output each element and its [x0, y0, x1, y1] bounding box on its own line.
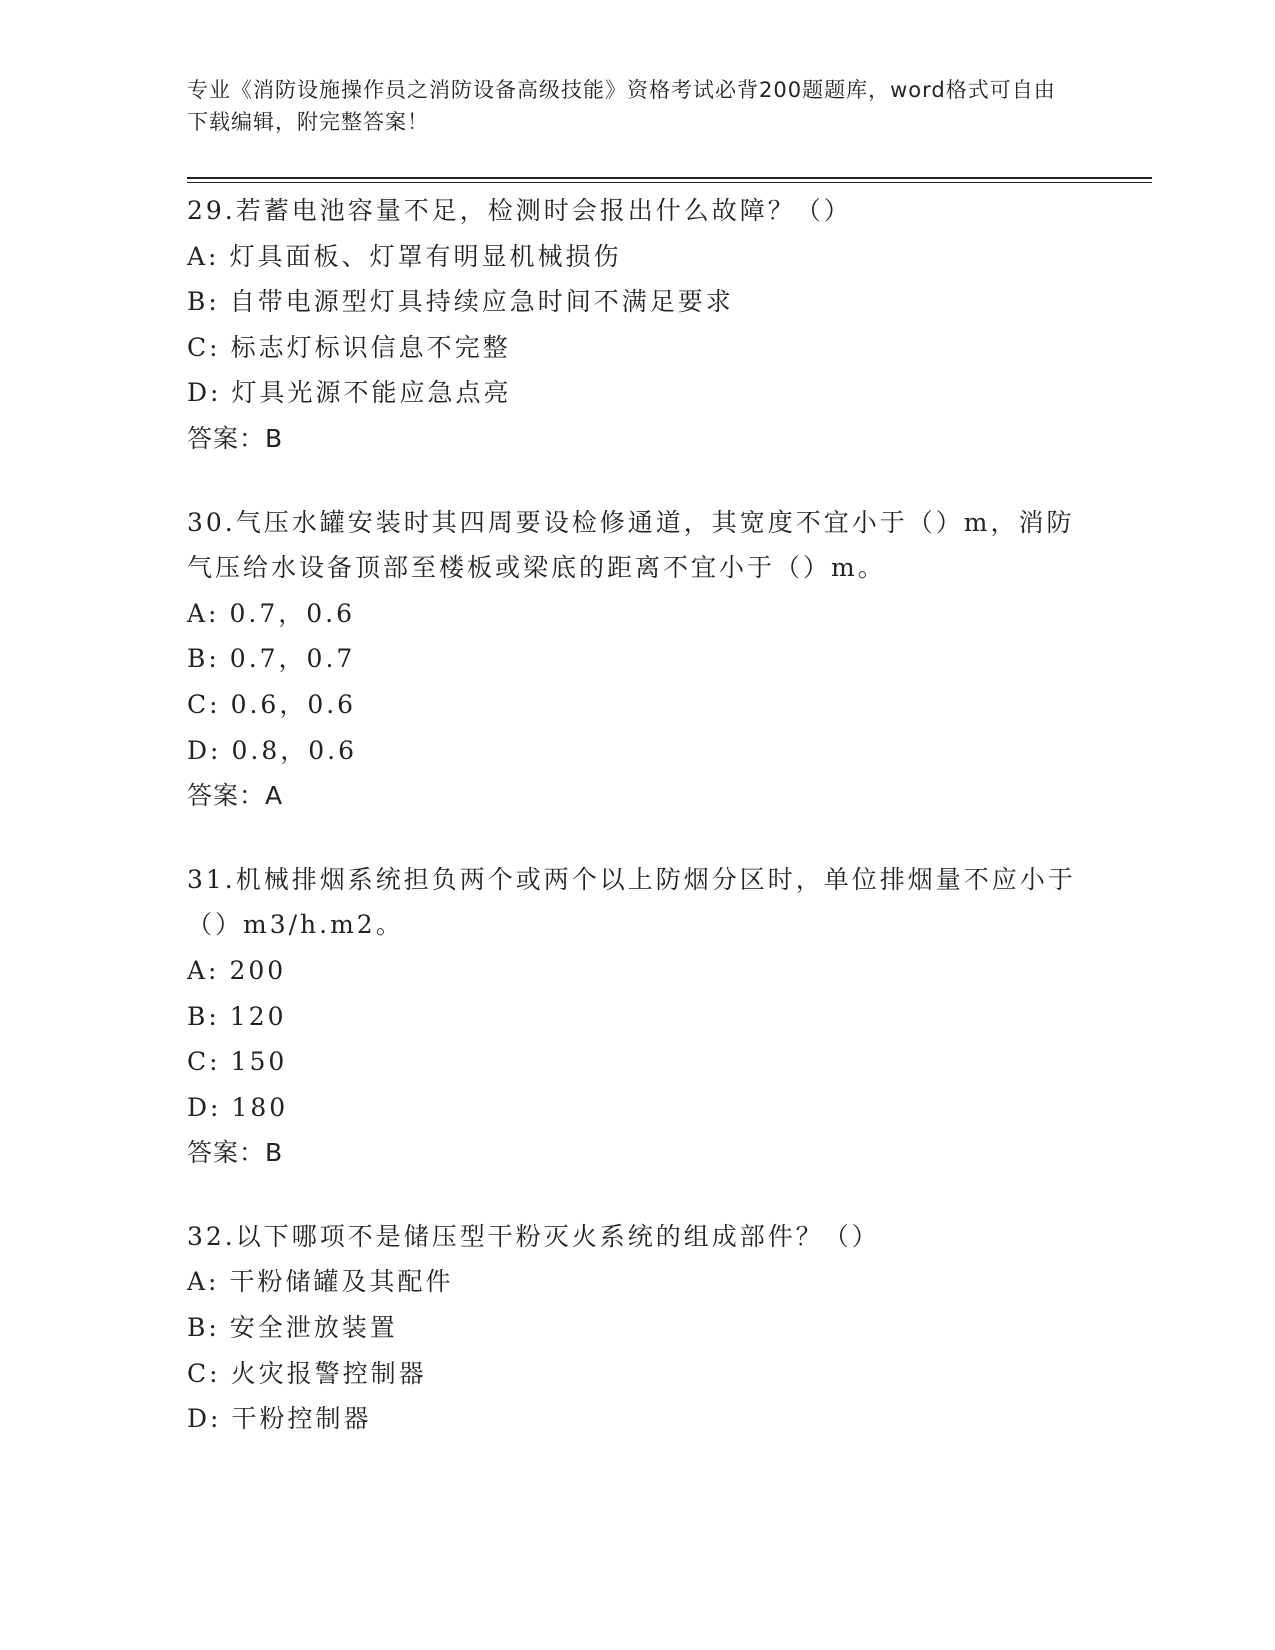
option-text: 自带电源型灯具持续应急时间不满足要求 — [229, 287, 734, 317]
question-text: 31.机械排烟系统担负两个或两个以上防烟分区时，单位排烟量不应小于（）m3/h.m2。 — [187, 864, 1076, 940]
question-text: 32.以下哪项不是储压型干粉灭火系统的组成部件？（） — [187, 1221, 880, 1251]
option-text: 0.7，0.6 — [229, 598, 356, 628]
option-text: 标志灯标识信息不完整 — [230, 332, 511, 362]
option-b — [187, 1305, 1087, 1351]
option-text: 灯具光源不能应急点亮 — [231, 378, 512, 408]
option-text: 0.8，0.6 — [231, 735, 357, 765]
option-text: 火灾报警控制器 — [230, 1358, 427, 1388]
option-key: A: — [187, 241, 220, 271]
option-key: D: — [187, 1092, 222, 1122]
option-text: 干粉控制器 — [231, 1404, 372, 1434]
question-31 — [187, 857, 1087, 1176]
option-key: C: — [187, 332, 221, 362]
option-c — [187, 682, 1087, 728]
answer-label: 答案： — [187, 423, 266, 453]
option-key: B: — [187, 1001, 220, 1031]
option-text: 0.7，0.7 — [229, 644, 356, 674]
question-text: 29.若蓄电池容量不足，检测时会报出什么故障？（） — [187, 196, 852, 225]
option-text: 200 — [229, 955, 287, 985]
option-key: A: — [187, 955, 220, 985]
answer-value: B — [265, 423, 284, 453]
question-30 — [187, 500, 1087, 819]
option-text: 150 — [230, 1047, 288, 1077]
option-key: C: — [187, 1047, 221, 1077]
answer-line — [187, 773, 1087, 819]
option-text: 安全泄放装置 — [229, 1313, 398, 1343]
option-b — [187, 636, 1087, 682]
answer-value: B — [265, 1138, 284, 1168]
option-a — [187, 948, 1087, 994]
option-text: 180 — [231, 1092, 289, 1122]
document-header: 专业《消防设施操作员之消防设备高级技能》资格考试必背200题题库，word格式可自由下载编辑，附完整答案！ — [187, 78, 1056, 134]
header-divider-thin — [187, 182, 1152, 183]
answer-line — [187, 1130, 1087, 1176]
option-a — [187, 1259, 1087, 1305]
option-a — [187, 591, 1087, 637]
option-text: 0.6，0.6 — [230, 689, 357, 719]
option-c — [187, 1039, 1087, 1085]
option-key: B: — [187, 1313, 220, 1343]
option-a — [187, 234, 1087, 280]
option-key: B: — [187, 644, 220, 674]
option-text: 干粉储罐及其配件 — [229, 1267, 454, 1297]
option-key: D: — [187, 735, 222, 765]
option-d — [187, 1085, 1087, 1131]
option-key: C: — [187, 689, 221, 719]
option-key: C: — [187, 1358, 221, 1388]
option-key: D: — [187, 378, 222, 408]
option-d — [187, 728, 1087, 774]
question-list — [187, 188, 1087, 1480]
option-b — [187, 994, 1087, 1040]
option-c — [187, 325, 1087, 371]
option-d — [187, 370, 1087, 416]
option-text: 灯具面板、灯罩有明显机械损伤 — [229, 241, 622, 271]
question-32 — [187, 1214, 1087, 1442]
answer-value: A — [265, 781, 284, 811]
answer-label: 答案： — [187, 781, 266, 811]
option-key: A: — [187, 1267, 220, 1297]
option-b — [187, 279, 1087, 325]
question-29 — [187, 188, 1087, 462]
option-key: A: — [187, 598, 220, 628]
option-key: B: — [187, 287, 220, 317]
answer-label: 答案： — [187, 1138, 266, 1168]
answer-line — [187, 416, 1087, 462]
header-divider-thick — [187, 177, 1152, 179]
option-text: 120 — [229, 1001, 287, 1031]
option-d — [187, 1396, 1087, 1442]
option-c — [187, 1351, 1087, 1397]
question-text: 30.气压水罐安装时其四周要设检修通道，其宽度不宜小于（）m，消防气压给水设备顶部至楼板或梁底的距离不宜小于（）m。 — [187, 507, 1075, 583]
option-key: D: — [187, 1404, 222, 1434]
